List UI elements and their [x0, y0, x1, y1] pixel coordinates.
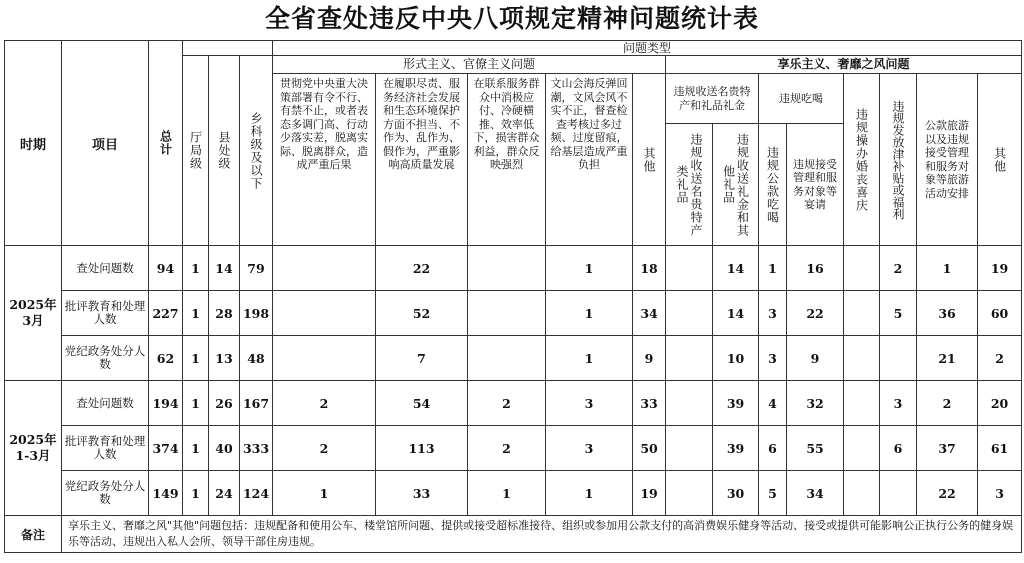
cell-township: 333: [240, 426, 273, 471]
cell-county: 26: [209, 381, 240, 426]
cell-d1: 1: [759, 246, 787, 291]
cell-d1: 3: [759, 291, 787, 336]
cell-g1: [666, 426, 713, 471]
cell-o: 2: [978, 336, 1022, 381]
header-formalism-col-1: 贯彻党中央重大决策部署有令不行、有禁不止，或者表态多调门高、行动少落实差，脱离实际、脱离群众，造成严重后果: [273, 74, 376, 246]
cell-s: 2: [880, 246, 917, 291]
cell-f1: 2: [273, 426, 376, 471]
cell-f5: 50: [633, 426, 666, 471]
cell-s: 3: [880, 381, 917, 426]
table-row: [5, 471, 1022, 516]
cell-county: 24: [209, 471, 240, 516]
header-weddings: 违规操办婚丧喜庆: [844, 74, 880, 246]
header-formalism-col-4: 文山会海反弹回潮，文风会风不实不正，督查检查考核过多过频、过度留痕，给基层造成严重负担: [546, 74, 633, 246]
cell-g1: [666, 291, 713, 336]
cell-f4: 1: [546, 471, 633, 516]
cell-d1: 6: [759, 426, 787, 471]
header-township: 乡科级及以下: [240, 56, 273, 246]
header-level-blank: [183, 41, 273, 56]
cell-f1: [273, 336, 376, 381]
header-gift-specialty: 违规收送名贵特产类礼品: [666, 124, 713, 246]
cell-bureau: 1: [183, 336, 209, 381]
cell-d1: 4: [759, 381, 787, 426]
header-period: 时期: [5, 41, 62, 246]
cell-f2: 54: [376, 381, 468, 426]
cell-f3: [468, 336, 546, 381]
cell-township: 124: [240, 471, 273, 516]
table-row: [5, 381, 1022, 426]
period-label: [5, 246, 62, 381]
cell-s: [880, 471, 917, 516]
cell-township: 48: [240, 336, 273, 381]
period-month: 3月: [22, 313, 44, 328]
table-title: 全省查处违反中央八项规定精神问题统计表: [264, 4, 759, 33]
cell-g1: [666, 471, 713, 516]
cell-w: [844, 471, 880, 516]
cell-total: 374: [149, 426, 183, 471]
cell-f3: [468, 246, 546, 291]
cell-d1: 5: [759, 471, 787, 516]
cell-f5: 19: [633, 471, 666, 516]
header-problem-types: 问题类型: [273, 41, 1022, 56]
cell-g2: 14: [713, 291, 759, 336]
cell-w: [844, 381, 880, 426]
cell-f2: 7: [376, 336, 468, 381]
period-year: 2025年: [9, 432, 57, 447]
cell-o: 20: [978, 381, 1022, 426]
cell-t: 36: [917, 291, 978, 336]
row-item-label: 党纪政务处分人数: [62, 336, 149, 381]
cell-f4: 3: [546, 426, 633, 471]
cell-township: 198: [240, 291, 273, 336]
cell-d2: 22: [787, 291, 844, 336]
cell-g2: 39: [713, 426, 759, 471]
header-hedonism: 享乐主义、奢靡之风问题: [666, 56, 1022, 74]
header-subsidies: 违规发放津补贴或福利: [880, 74, 917, 246]
cell-f2: 113: [376, 426, 468, 471]
cell-t: 22: [917, 471, 978, 516]
header-dining-public: 违规公款吃喝: [759, 124, 787, 246]
cell-s: [880, 336, 917, 381]
header-travel: 公款旅游以及违规接受管理和服务对象等旅游活动安排: [917, 74, 978, 246]
cell-f4: 1: [546, 246, 633, 291]
header-bureau: 厅局级: [183, 56, 209, 246]
cell-d2: 55: [787, 426, 844, 471]
header-formalism: 形式主义、官僚主义问题: [273, 56, 666, 74]
cell-g1: [666, 381, 713, 426]
cell-bureau: 1: [183, 381, 209, 426]
header-total: 总计: [149, 41, 183, 246]
cell-t: 37: [917, 426, 978, 471]
header-county: 县处级: [209, 56, 240, 246]
cell-bureau: 1: [183, 246, 209, 291]
cell-w: [844, 336, 880, 381]
header-dining-group: 违规吃喝: [759, 74, 844, 124]
cell-total: 227: [149, 291, 183, 336]
cell-f5: 18: [633, 246, 666, 291]
cell-s: 6: [880, 426, 917, 471]
row-item-label: 党纪政务处分人数: [62, 471, 149, 516]
cell-f3: [468, 291, 546, 336]
cell-o: 60: [978, 291, 1022, 336]
table-row: [5, 426, 1022, 471]
cell-f1: [273, 291, 376, 336]
table-row: [5, 246, 1022, 291]
cell-county: 14: [209, 246, 240, 291]
cell-g2: 10: [713, 336, 759, 381]
cell-w: [844, 426, 880, 471]
cell-f5: 9: [633, 336, 666, 381]
cell-bureau: 1: [183, 291, 209, 336]
header-formalism-col-3: 在联系服务群众中消极应付、冷硬横推、效率低下，损害群众利益，群众反映强烈: [468, 74, 546, 246]
cell-county: 13: [209, 336, 240, 381]
cell-o: 19: [978, 246, 1022, 291]
cell-f1: 1: [273, 471, 376, 516]
cell-township: 167: [240, 381, 273, 426]
cell-bureau: 1: [183, 471, 209, 516]
cell-f5: 34: [633, 291, 666, 336]
cell-d2: 32: [787, 381, 844, 426]
cell-f5: 33: [633, 381, 666, 426]
cell-t: 1: [917, 246, 978, 291]
cell-g1: [666, 246, 713, 291]
cell-total: 149: [149, 471, 183, 516]
cell-county: 28: [209, 291, 240, 336]
cell-t: 21: [917, 336, 978, 381]
cell-t: 2: [917, 381, 978, 426]
row-item-label: 查处问题数: [62, 246, 149, 291]
cell-g2: 39: [713, 381, 759, 426]
header-formalism-col-2: 在履职尽责、服务经济社会发展和生态环境保护方面不担当、不作为、乱作为、假作为，严重影响高质量发展: [376, 74, 468, 246]
cell-county: 40: [209, 426, 240, 471]
cell-total: 94: [149, 246, 183, 291]
statistics-table: [4, 40, 1022, 553]
cell-f3: 1: [468, 471, 546, 516]
period-month: 1-3月: [15, 448, 51, 463]
header-gifts-group: 违规收送名贵特产和礼品礼金: [666, 74, 759, 124]
cell-f1: 2: [273, 381, 376, 426]
header-dining-banquet: 违规接受管理和服务对象等宴请: [787, 124, 844, 246]
row-item-label: 查处问题数: [62, 381, 149, 426]
cell-g2: 14: [713, 246, 759, 291]
cell-bureau: 1: [183, 426, 209, 471]
header-item: 项目: [62, 41, 149, 246]
note-row: [5, 516, 1022, 553]
cell-g2: 30: [713, 471, 759, 516]
row-item-label: 批评教育和处理人数: [62, 291, 149, 336]
cell-f1: [273, 246, 376, 291]
cell-w: [844, 291, 880, 336]
cell-f2: 22: [376, 246, 468, 291]
cell-f4: 3: [546, 381, 633, 426]
cell-f4: 1: [546, 336, 633, 381]
table-row: [5, 291, 1022, 336]
cell-o: 3: [978, 471, 1022, 516]
cell-total: 194: [149, 381, 183, 426]
cell-f4: 1: [546, 291, 633, 336]
header-formalism-other: 其他: [633, 74, 666, 246]
period-year: 2025年: [9, 297, 57, 312]
cell-o: 61: [978, 426, 1022, 471]
header-gift-cash: 违规收送礼金和其他礼品: [713, 124, 759, 246]
cell-d2: 34: [787, 471, 844, 516]
cell-f3: 2: [468, 426, 546, 471]
row-item-label: 批评教育和处理人数: [62, 426, 149, 471]
header-row-1: [5, 41, 1022, 56]
cell-f3: 2: [468, 381, 546, 426]
cell-f2: 33: [376, 471, 468, 516]
cell-d2: 16: [787, 246, 844, 291]
cell-f2: 52: [376, 291, 468, 336]
cell-w: [844, 246, 880, 291]
cell-total: 62: [149, 336, 183, 381]
cell-township: 79: [240, 246, 273, 291]
note-text: 享乐主义、奢靡之风"其他"问题包括：违规配备和使用公车、楼堂馆所问题、提供或接受超标准接待、组织或参加用公款支付的高消费娱乐健身等活动、接受或提供可能影响公正执行公务的健身娱乐等活动、违规出入私人会所、领导干部住房违规。: [62, 516, 1022, 553]
period-label: [5, 381, 62, 516]
cell-d2: 9: [787, 336, 844, 381]
note-label: 备注: [5, 516, 62, 553]
cell-g1: [666, 336, 713, 381]
table-row: [5, 336, 1022, 381]
cell-s: 5: [880, 291, 917, 336]
cell-d1: 3: [759, 336, 787, 381]
header-other: 其他: [978, 74, 1022, 246]
